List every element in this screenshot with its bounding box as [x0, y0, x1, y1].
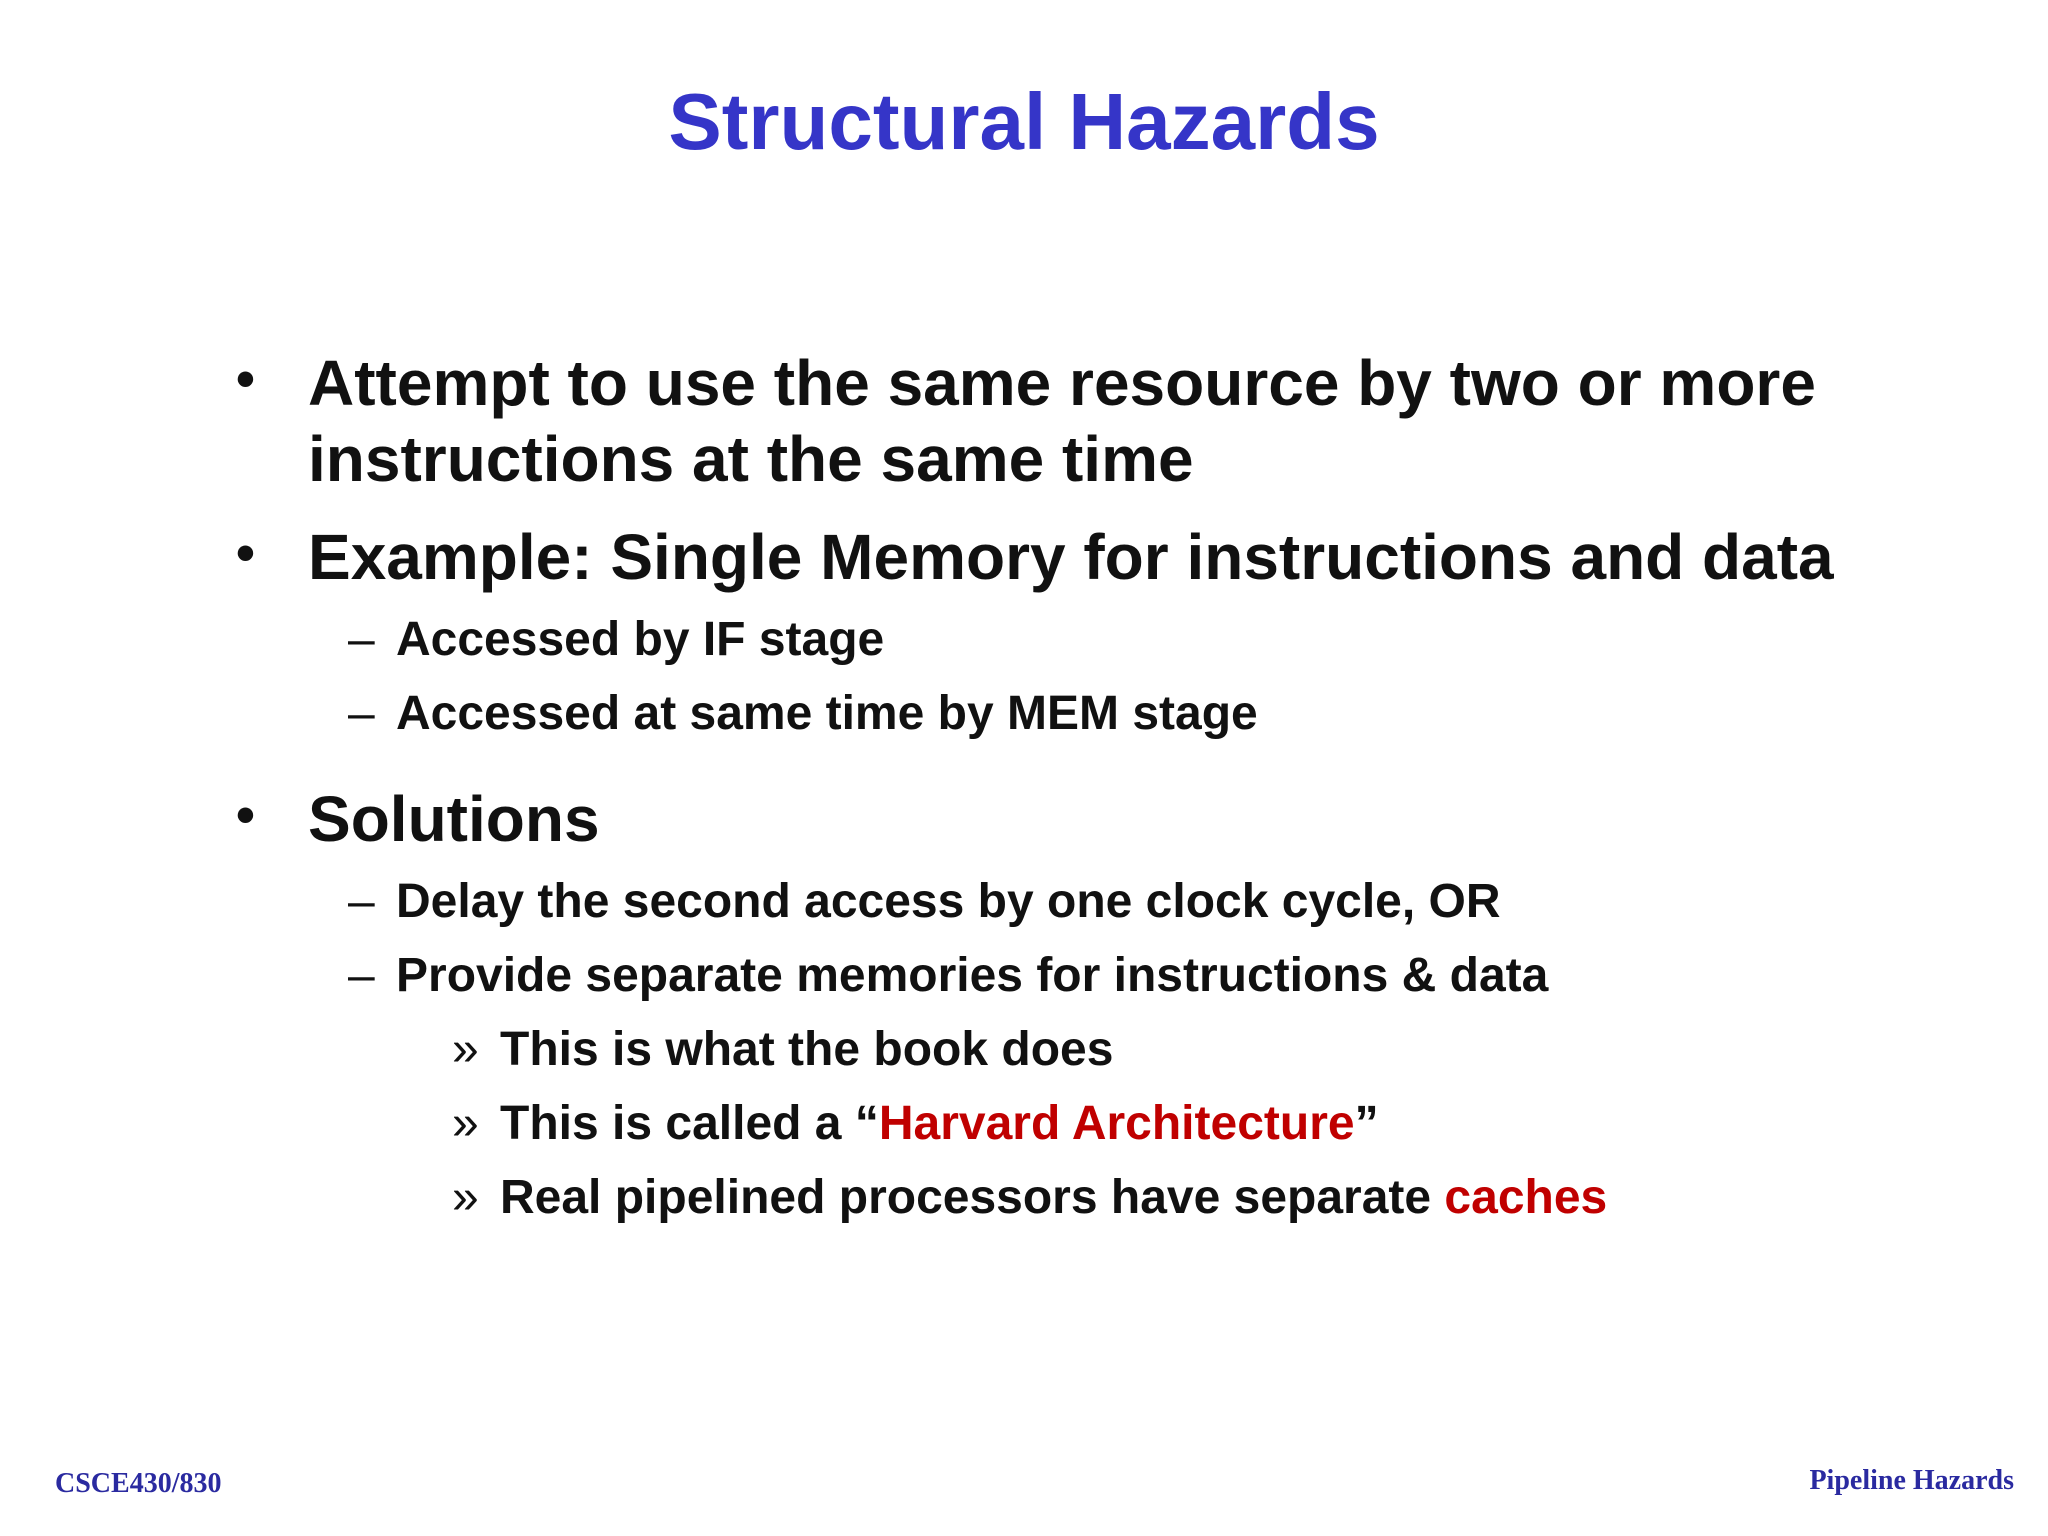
dash-marker: –: [348, 613, 375, 666]
bullet-marker: •: [236, 349, 255, 409]
slide-content: [236, 345, 1836, 1227]
sub-bullet-text: Accessed at same time by MEM stage: [396, 687, 1258, 740]
sub-bullet-text: Provide separate memories for instructions & data: [396, 949, 1549, 1002]
sub-bullet-item: [236, 611, 1836, 669]
sub-sub-bullet-text: This is what the book does: [500, 1023, 1114, 1076]
chevron-marker: »: [452, 1097, 479, 1150]
slide-title: Structural Hazards: [668, 77, 1380, 166]
sub-sub-bullet-item: [236, 1021, 1836, 1079]
footer-topic: Pipeline Hazards: [1809, 1465, 2014, 1496]
dash-marker: –: [348, 949, 375, 1002]
caches-highlight: caches: [1444, 1171, 1608, 1224]
chevron-marker: »: [452, 1023, 479, 1076]
sub-sub-bullet-item: [236, 1169, 1836, 1227]
dash-marker: –: [348, 875, 375, 928]
sub-bullet-text: Delay the second access by one clock cycle, OR: [396, 875, 1501, 928]
bullet-marker: •: [236, 523, 255, 583]
sub-bullet-item: [236, 873, 1836, 931]
dash-marker: –: [348, 687, 375, 740]
sub-sub-bullet-text: Real pipelined processors have separate: [500, 1171, 1445, 1224]
bullet-item: [236, 345, 1836, 497]
footer-course-code: CSCE430/830: [55, 1468, 222, 1499]
bullet-marker: •: [236, 785, 255, 845]
sub-sub-bullet-text: This is called a “: [500, 1097, 879, 1150]
bullet-item: [236, 519, 1836, 595]
bullet-text: Attempt to use the same resource by two or more instructions at the same time: [308, 347, 1816, 495]
closing-quote: ”: [1354, 1097, 1379, 1150]
sub-bullet-text: Accessed by IF stage: [396, 613, 885, 666]
bullet-text: Solutions: [308, 783, 600, 855]
sub-bullet-item: [236, 947, 1836, 1005]
chevron-marker: »: [452, 1171, 479, 1224]
sub-bullet-item: [236, 685, 1836, 743]
bullet-item: [236, 781, 1836, 857]
harvard-architecture-highlight: Harvard Architecture: [878, 1097, 1355, 1150]
sub-sub-bullet-item: [236, 1095, 1836, 1153]
bullet-text: Example: Single Memory for instructions and data: [308, 521, 1834, 593]
